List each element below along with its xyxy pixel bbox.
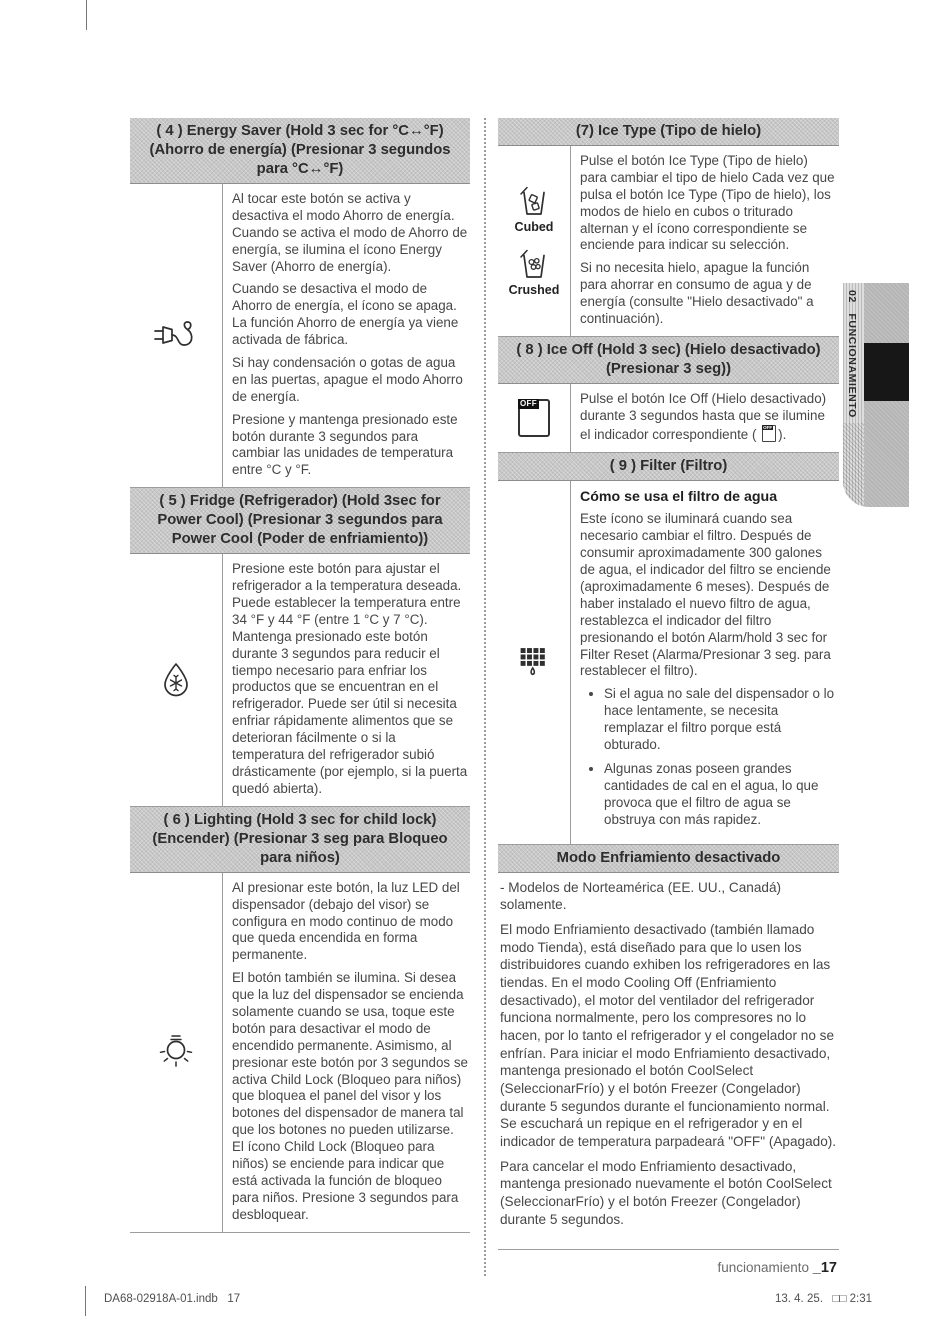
ice-off-indicator-mini-icon <box>762 425 776 442</box>
section-ice-type-title: (7) Ice Type (Tipo de hielo) <box>498 118 839 146</box>
page-footer <box>498 1249 839 1276</box>
section-filter-body <box>498 481 839 845</box>
page-number: _17 <box>812 1260 837 1277</box>
print-footer-docid: DA68-02918A-01.indb 17 <box>104 1293 241 1305</box>
crop-mark-top <box>86 0 87 30</box>
snowflake-droplet-icon <box>159 661 193 699</box>
cubed-ice-group <box>515 185 554 234</box>
ice-off-label: OFF <box>520 398 537 408</box>
section-fridge-title: ( 5 ) Fridge (Refrigerador) (Hold 3sec for Power Cool) (Presionar 3 segundos para Power Cool (Poder de enfriamiento)) <box>130 488 470 554</box>
ice-off-text <box>570 384 839 452</box>
section-ice-off-body <box>498 384 839 453</box>
cubed-ice-glass-icon <box>517 185 551 217</box>
page-footer-label: funcionamiento <box>717 1260 813 1276</box>
paragraph: - Modelos de Norteamérica (EE. UU., Canadá) solamente. <box>500 879 782 913</box>
paragraph: El modo Enfriamiento desactivado (también llamado modo Tienda), está diseñado para que lo usen los distribuidores cuando exhiben los refrigeradores en las tiendas. En el modo Cooling Off (Enfriamiento desactivado), el motor del ventilador del refrigerador funciona normalmente, pero los compresores no lo hacen, por lo tanto el refrigerador y el congelador no se enfrían. Para iniciar el modo Enfriamiento desactivado, mantenga presionado el botón CoolSelect (SeleccionarFrío) y el botón Freezer (Congelador) durante 5 segundos durante el funcionamiento normal. Se escuchará un repique en el refrigerador y en el indicador de temperatura parpadeará "OFF" (Apagado). <box>500 921 837 1149</box>
crushed-ice-group <box>509 248 560 297</box>
paragraph: Si hay condensación o gotas de agua en las puertas, apague el modo Ahorro de energía. <box>232 355 463 404</box>
ice-off-icon-cell <box>498 384 570 452</box>
filter-text <box>570 481 839 844</box>
paragraph: Para cancelar el modo Enfriamiento desactivado, mantenga presionado nuevamente el botón CoolSelect (SeleccionarFrío) y el botón Freezer (Congelador) durante 5 segundos. <box>500 1158 832 1227</box>
paragraph <box>580 391 837 444</box>
ice-type-text <box>570 146 839 336</box>
paragraph: Este ícono se iluminará cuando sea necesario cambiar el filtro. Después de consumir aproximadamente 300 galones de agua, el indicador del filtro se enciende (aproximadamente 6 meses). Después de haber instalado el nuevo filtro de agua, restablezca el indicador del filtro presionando el botón Alarm/hold 3 sec for Filter Reset (Alarma/Presionar 3 seg. para restablecer el filtro). <box>580 511 831 679</box>
fridge-text <box>222 554 470 805</box>
paragraph: Al tocar este botón se activa y desactiva el modo Ahorro de energía. Cuando se activa el modo de Ahorro de energía, se ilumina el ícono Energy Saver (Ahorro de energía). <box>232 191 468 274</box>
section-lighting <box>130 807 470 1233</box>
filter-subtitle: Cómo se usa el filtro de agua <box>580 488 778 505</box>
power-plug-icon <box>153 319 199 353</box>
section-energy-saver-title: ( 4 ) Energy Saver (Hold 3 sec for °C↔°F) (Ahorro de energía) (Presionar 3 segundos para °C↔°F) <box>130 118 470 184</box>
section-lighting-body <box>130 873 470 1233</box>
light-bulb-icon <box>158 1033 194 1071</box>
chapter-label: FUNCIONAMIENTO <box>846 313 858 418</box>
section-ice-off-title: ( 8 ) Ice Off (Hold 3 sec) (Hielo desactivado) (Presionar 3 seg)) <box>498 337 839 384</box>
lighting-icon-cell <box>130 873 222 1232</box>
section-fridge-body <box>130 554 470 806</box>
paragraph: El botón también se ilumina. Si desea que la luz del dispensador se encienda solamente cuando se usa, toque este botón para desactivar el modo de encendido permanente. Asimismo, al presionar este botón por 3 segundos se activa Child Lock (Bloqueo para niños) que bloquea el panel del visor y los botones del dispensador de manera tal que los botones no pueden utilizarse. El ícono Child Lock (Bloqueo para niños) se enciende para indicar que está activada la función de bloqueo para niños. Presione 3 segundos para desbloquear. <box>232 970 468 1222</box>
print-footer-datetime: 13. 4. 25. □□ 2:31 <box>774 1293 872 1305</box>
ice-off-mini-label: OFF <box>763 424 773 430</box>
filter-icon-cell <box>498 481 570 844</box>
cubed-label: Cubed <box>514 219 554 234</box>
crushed-label: Crushed <box>508 282 560 297</box>
section-energy-saver <box>130 118 470 488</box>
chapter-number: 02 <box>846 290 858 303</box>
ice-off-text-after: ). <box>778 426 787 442</box>
section-fridge <box>130 488 470 806</box>
paragraph: Cuando se desactiva el modo de Ahorro de energía, el ícono se apaga. La función Ahorro de energía ya viene activada de fábrica. <box>232 281 459 348</box>
section-lighting-title: ( 6 ) Lighting (Hold 3 sec for child lock) (Encender) (Presionar 3 seg para Bloqueo para niños) <box>130 807 470 873</box>
section-energy-saver-body <box>130 184 470 488</box>
lighting-text <box>222 873 470 1232</box>
section-filter <box>498 453 839 845</box>
section-ice-off <box>498 337 839 453</box>
paragraph: Pulse el botón Ice Type (Tipo de hielo) para cambiar el tipo de hielo Cada vez que pulsa el botón Ice Type (Tipo de hielo), los modos de hielo en cubos o triturado alternan y el ícono correspondiente se enciende para indicar su selección. <box>580 153 835 253</box>
section-filter-title: ( 9 ) Filter (Filtro) <box>498 453 839 481</box>
filter-bullet-list <box>580 686 837 828</box>
crop-mark-bottom <box>85 1286 86 1316</box>
chapter-tab-text <box>846 290 858 418</box>
section-ice-type <box>498 118 839 337</box>
paragraph: Presione y mantenga presionado este botón durante 3 segundos para cambiar las unidades de temperatura entre °C y °F. <box>232 411 458 478</box>
fridge-icon-cell <box>130 554 222 805</box>
left-column <box>130 118 486 1276</box>
energy-saver-text <box>222 184 470 487</box>
cooling-off-text <box>498 873 839 1246</box>
section-cooling-off <box>498 845 839 1277</box>
paragraph: Al presionar este botón, la luz LED del dispensador (debajo del visor) se configura en modo continuo de modo que queda encendida en forma permanente. <box>232 879 460 963</box>
paragraph: Presione este botón para ajustar el refrigerador a la temperatura deseada. Puede establecer la temperatura entre 34 °F y 44 °F (entre 1 °C y 7 °C). Mantenga presionado este botón durante 3 segundos para reducir el tiempo necesario para enfriar los productos que se encuentran en el refrigerador. Puede ser útil si necesita enfriar rápidamente alimentos que se deterioran fácilmente o si la temperatura del refrigerador subió drásticamente (por ejemplo, si la puerta quedó abierta). <box>232 561 468 796</box>
right-column <box>498 118 839 1276</box>
chapter-tab-strip-hatch <box>843 423 864 507</box>
paragraph: Si no necesita hielo, apague la función para ahorrar en consumo de agua y de energía (consulte "Hielo desactivado" a continuación). <box>580 260 814 327</box>
ice-type-icon-cell <box>498 146 570 336</box>
ice-off-text-before: Pulse el botón Ice Off (Hielo desactivado) durante 3 segundos hasta que se ilumine el indicador correspondiente ( <box>580 390 827 442</box>
section-ice-type-body <box>498 146 839 337</box>
list-item: • Si el agua no sale del dispensador o lo hace lentamente, se necesita remplazar el filtro porque está obturado. <box>604 686 837 754</box>
energy-saver-icon-cell <box>130 184 222 487</box>
ice-off-button-icon <box>518 399 550 437</box>
list-item: • Algunas zonas poseen grandes cantidades de cal en el agua, lo que provoca que el filtro de agua se obstruya con más rapidez. <box>604 761 837 829</box>
content-columns <box>130 118 842 1276</box>
section-cooling-off-title: Modo Enfriamiento desactivado <box>498 845 839 873</box>
chapter-side-tab <box>843 283 909 507</box>
crushed-ice-glass-icon <box>517 248 551 280</box>
filter-mesh-droplet-icon <box>519 647 549 677</box>
chapter-tab-black-block <box>864 343 909 401</box>
